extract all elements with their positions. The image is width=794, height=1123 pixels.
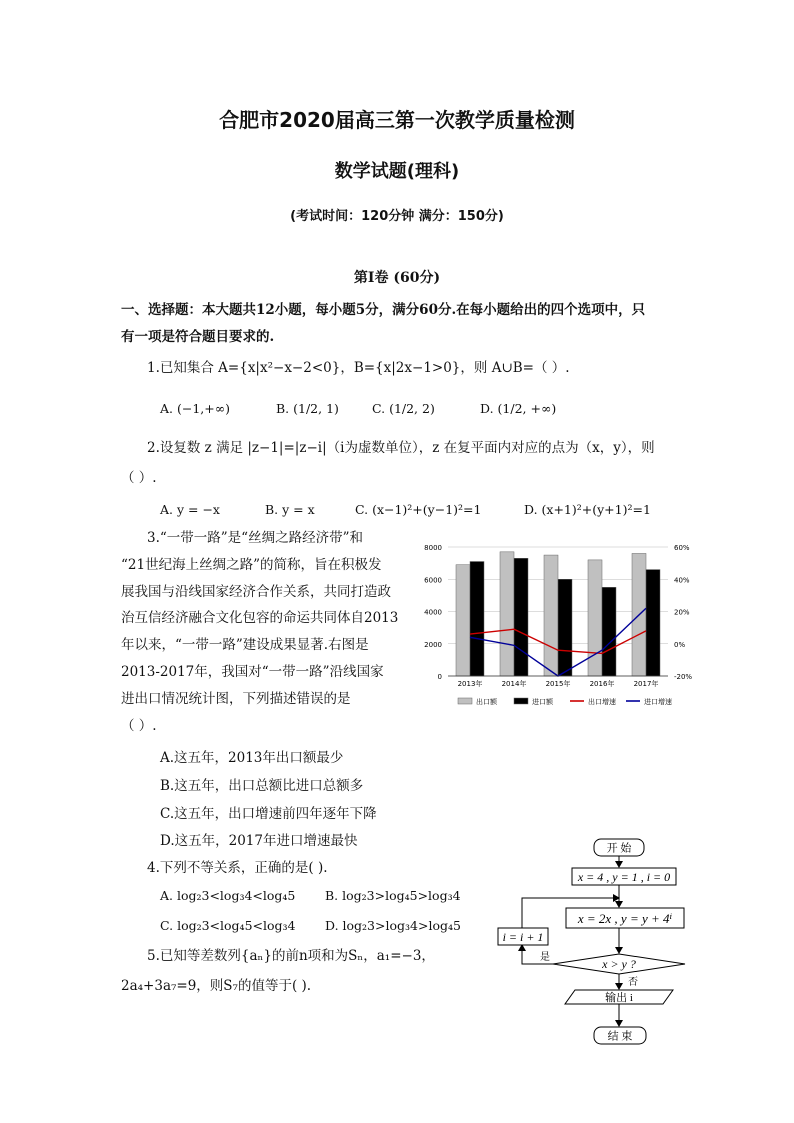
chart-bar xyxy=(544,555,558,676)
q3-stem xyxy=(121,525,403,739)
q4-option-b: B. log₂3>log₄5>log₃4 xyxy=(325,888,461,903)
q2-option-c: C. (x−1)²+(y−1)²=1 xyxy=(355,502,482,517)
q3-option-d: D.这五年，2017年进口增速最快 xyxy=(160,833,358,849)
q3-line-5: 年以来，“一带一路”建设成果显著.右图是 xyxy=(121,637,369,654)
paper-title: 合肥市2020届高三第一次教学质量检测 xyxy=(219,108,575,132)
chart-legend-swatch xyxy=(458,698,472,704)
q3-option-b: B.这五年，出口总额比进口总额多 xyxy=(160,778,364,794)
chart-left-tick-label: 0 xyxy=(437,673,442,681)
q1-option-c: C. (1/2, 2) xyxy=(372,401,435,416)
chart-bar xyxy=(500,552,514,676)
q4-option-a: A. log₂3<log₃4<log₄5 xyxy=(160,888,296,903)
chart-category-label: 2013年 xyxy=(457,680,483,688)
chart-bar xyxy=(602,587,616,676)
q3-line-2: “21世纪海上丝绸之路”的简称，旨在积极发 xyxy=(121,556,382,573)
chart-legend-label: 出口额 xyxy=(476,698,497,706)
q1-option-d: D. (1/2, +∞) xyxy=(480,401,557,416)
chart-right-tick-label: 40% xyxy=(674,576,690,585)
flowchart-increment-label: i = i + 1 xyxy=(502,930,544,944)
chart-bar xyxy=(456,565,470,676)
chart-legend-swatch xyxy=(514,698,528,704)
chart-legend-label: 出口增速 xyxy=(588,698,616,706)
chart-category-label: 2014年 xyxy=(501,680,527,688)
section-instruction-2: 有一项是符合题目要求的. xyxy=(121,329,275,345)
chart-category-label: 2015年 xyxy=(545,680,571,688)
q1-option-b: B. (1/2, 1) xyxy=(276,401,339,416)
flowchart-no-label: 否 xyxy=(628,977,638,988)
q3-line-4: 治互信经济融合文化包容的命运共同体自2013 xyxy=(121,610,399,627)
chart-right-tick-label: 60% xyxy=(674,544,690,552)
flowchart-init-label: x = 4 , y = 1 , i = 0 xyxy=(577,870,671,884)
chart-category-label: 2016年 xyxy=(589,680,615,688)
section-instruction-1: 一、选择题：本大题共12小题，每小题5分，满分60分.在每小题给出的四个选项中，只 xyxy=(121,302,646,318)
chart-legend-label: 进口增速 xyxy=(644,698,672,706)
flowchart-yes-label: 是 xyxy=(540,952,550,963)
q2-option-b: B. y = x xyxy=(265,502,315,517)
chart-bar xyxy=(588,560,602,676)
chart-left-tick-label: 2000 xyxy=(424,640,442,649)
chart-left-tick-label: 8000 xyxy=(424,544,442,552)
flowchart-condition-label: x > y ? xyxy=(602,957,636,971)
chart-bar xyxy=(646,570,660,676)
chart-right-tick-label: 20% xyxy=(674,608,690,617)
flowchart xyxy=(490,836,700,1051)
chart-right-tick-label: 0% xyxy=(674,640,686,649)
q3-line-8: （ ）. xyxy=(121,717,157,734)
q3-line-6: 2013-2017年，我国对“一带一路”沿线国家 xyxy=(121,663,384,680)
chart-right-tick-label: -20% xyxy=(674,673,693,681)
q3-line-3: 展我国与沿线国家经济合作关系，共同打造政 xyxy=(121,583,391,600)
q4-option-c: C. log₂3<log₄5<log₃4 xyxy=(160,918,296,933)
chart-bar xyxy=(558,579,572,676)
q1-option-a: A. (−1,+∞) xyxy=(160,401,231,416)
q4-stem: 4.下列不等关系，正确的是( ). xyxy=(147,860,328,876)
q3-line-7: 进出口情况统计图，下列描述错误的是 xyxy=(121,690,351,707)
flowchart-start-label: 开 始 xyxy=(606,842,632,855)
chart-left-tick-label: 4000 xyxy=(424,608,442,617)
flowchart-output-label: 输出 i xyxy=(605,992,633,1004)
chart-legend-label: 进口额 xyxy=(532,698,553,706)
q2-stem-2: （ ）. xyxy=(121,470,157,486)
q5-stem-1: 5.已知等差数列{aₙ}的前n项和为Sₙ，a₁=−3， xyxy=(147,948,435,964)
q5-stem-2: 2a₄+3a₇=9，则S₇的值等于( ). xyxy=(121,978,312,994)
chart-category-label: 2017年 xyxy=(633,680,659,688)
q3-option-c: C.这五年，出口增速前四年逐年下降 xyxy=(160,806,377,822)
exam-info: (考试时间：120分钟 满分：150分) xyxy=(290,209,504,224)
q2-option-a: A. y = −x xyxy=(160,502,220,517)
chart-bar xyxy=(514,558,528,676)
q2-stem-1: 2.设复数 z 满足 |z−1|=|z−i|（i为虚数单位），z 在复平面内对应的点为（x，y），则 xyxy=(147,440,655,456)
q2-option-d: D. (x+1)²+(y+1)²=1 xyxy=(524,502,651,517)
flowchart-update-label: x = 2x , y = y + 4ⁱ xyxy=(577,911,673,926)
q3-option-a: A.这五年，2013年出口额最少 xyxy=(160,750,344,766)
flowchart-end-label: 结 束 xyxy=(607,1030,633,1043)
q1-stem: 1.已知集合 A={x|x²−x−2<0}，B={x|2x−1>0}，则 A∪B=（ ）. xyxy=(147,360,570,376)
chart-bar xyxy=(470,562,484,676)
trade-chart xyxy=(410,535,710,715)
section-title: 第Ⅰ卷 (60分) xyxy=(353,270,441,286)
paper-subtitle: 数学试题(理科) xyxy=(334,161,460,182)
chart-left-tick-label: 6000 xyxy=(424,576,442,585)
q4-option-d: D. log₂3>log₃4>log₄5 xyxy=(325,918,461,933)
q3-line-1: 3.“一带一路”是“丝绸之路经济带”和 xyxy=(147,530,363,546)
